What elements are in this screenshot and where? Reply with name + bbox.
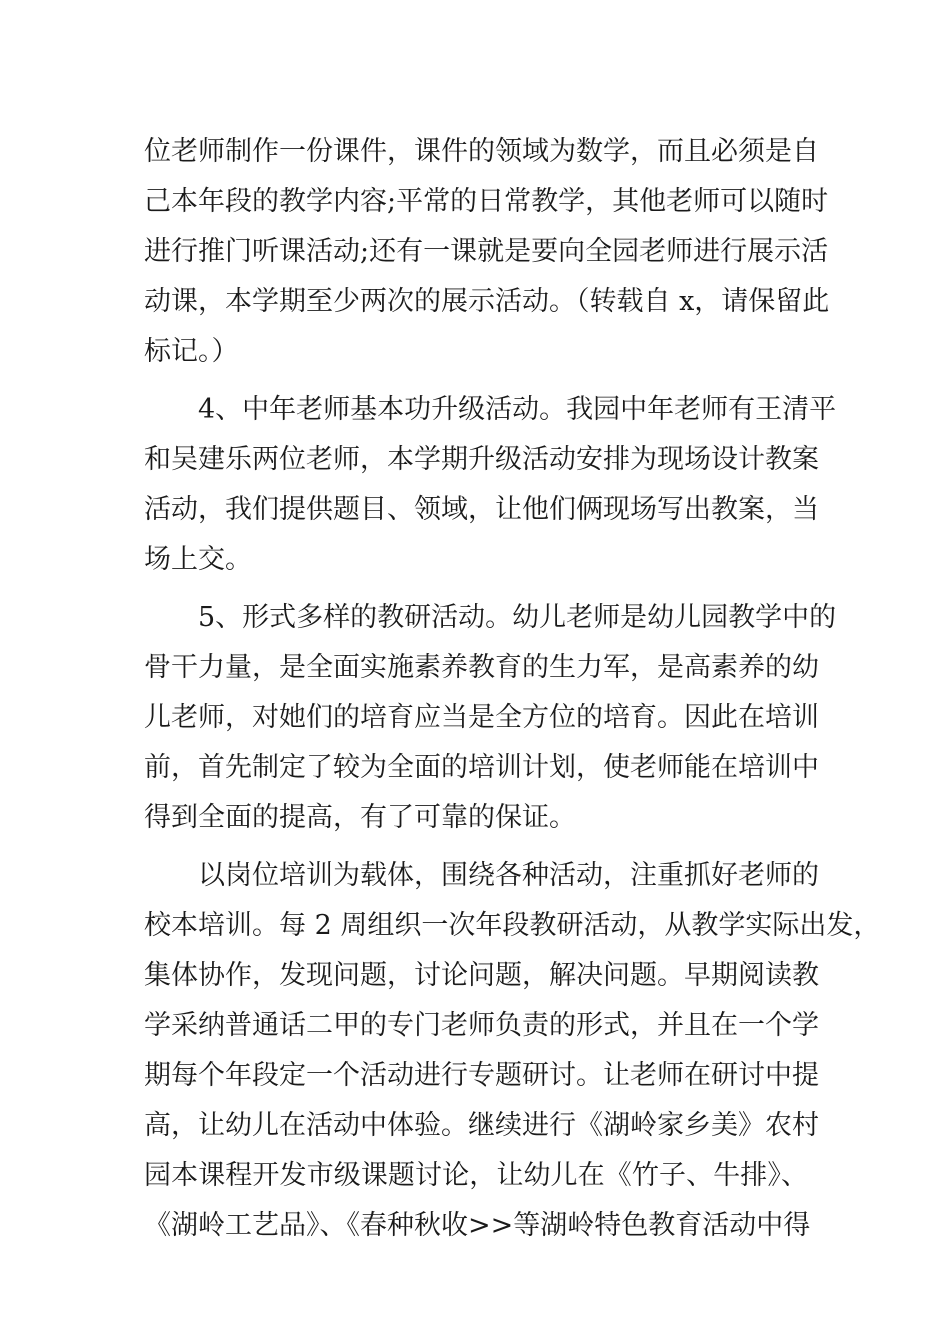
text-line: 集体协作，发现问题，讨论问题，解决问题。早期阅读教 [144,960,819,991]
text-line: 高，让幼儿在活动中体验。继续进行《湖岭家乡美》农村 [144,1110,819,1141]
text-line: 学采纳普通话二甲的专门老师负责的形式，并且在一个学 [144,1010,819,1041]
text-line: 动课，本学期至少两次的展示活动。（转载自 x，请保留此 [144,286,830,317]
text-line: 位老师制作一份课件，课件的领域为数学，而且必须是自 [144,136,819,167]
text-line: 和吴建乐两位老师，本学期升级活动安排为现场设计教案 [144,444,819,475]
text-line: 标记。） [144,336,239,367]
text-line: 4、中年老师基本功升级活动。我园中年老师有王清平 [198,394,837,425]
text-line: 5、形式多样的教研活动。幼儿老师是幼儿园教学中的 [198,602,837,633]
paragraph-training [144,851,881,1251]
paragraph-item-5 [144,593,837,843]
text-line: 己本年段的教学内容;平常的日常教学，其他老师可以随时 [144,186,829,217]
text-line: 以岗位培训为载体，围绕各种活动，注重抓好老师的 [198,860,819,891]
text-line: 《湖岭工艺品》、《春种秋收>>等湖岭特色教育活动中得 [144,1210,811,1241]
text-line: 前，首先制定了较为全面的培训计划，使老师能在培训中 [144,752,819,783]
text-line: 园本课程开发市级课题讨论，让幼儿在《竹子、牛排》、 [144,1160,808,1191]
text-line: 骨干力量，是全面实施素养教育的生力军，是高素养的幼 [144,652,819,683]
text-line: 校本培训。每 2 周组织一次年段教研活动，从教学实际出发， [144,910,881,941]
document-body [144,127,881,1251]
paragraph-courseware [144,127,830,377]
text-line: 得到全面的提高，有了可靠的保证。 [144,802,576,833]
text-line: 活动，我们提供题目、领域，让他们俩现场写出教案，当 [144,494,819,525]
paragraph-item-4 [144,385,837,585]
text-line: 期每个年段定一个活动进行专题研讨。让老师在研讨中提 [144,1060,819,1091]
text-line: 儿老师，对她们的培育应当是全方位的培育。因此在培训 [144,702,819,733]
text-line: 场上交。 [144,544,252,575]
text-line: 进行推门听课活动;还有一课就是要向全园老师进行展示活 [144,236,829,267]
